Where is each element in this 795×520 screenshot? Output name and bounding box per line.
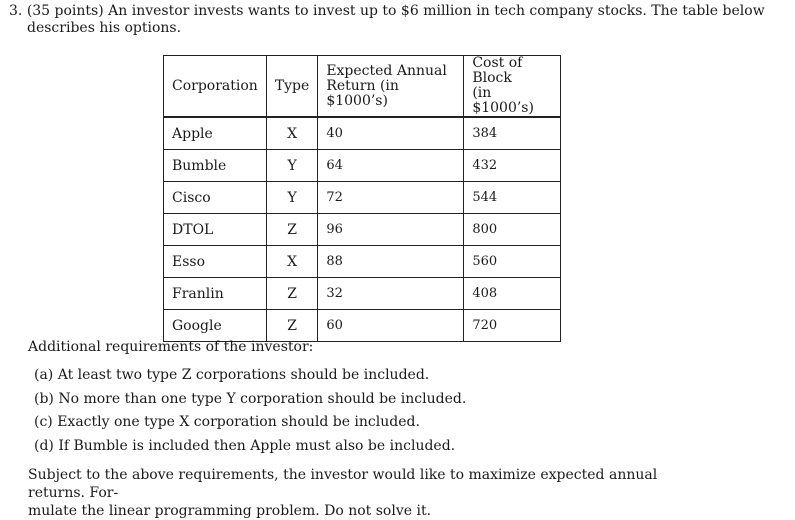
- cell-type: Z: [266, 214, 318, 246]
- cell-return: 60: [318, 310, 464, 342]
- cell-cost: 384: [464, 117, 561, 150]
- table-row: [164, 310, 561, 342]
- header-cost-line1: Cost of Block: [472, 55, 523, 86]
- table-row: [164, 246, 561, 278]
- requirement-item-c: (c) Exactly one type X corporation should be included.: [34, 414, 420, 430]
- cell-type: Y: [266, 182, 318, 214]
- table-header-row: [164, 56, 561, 118]
- requirements-list: [34, 365, 466, 459]
- table-row: [164, 214, 561, 246]
- cell-return: 40: [318, 117, 464, 150]
- cell-cost: 432: [464, 150, 561, 182]
- cell-type: Z: [266, 278, 318, 310]
- problem-intro-line2: describes his options.: [27, 20, 182, 36]
- requirements-heading: Additional requirements of the investor:: [28, 339, 314, 355]
- cell-corporation: Esso: [164, 246, 267, 278]
- header-type: Type: [266, 56, 318, 118]
- cell-corporation: DTOL: [164, 214, 267, 246]
- problem-statement: [9, 3, 779, 37]
- cell-corporation: Franlin: [164, 278, 267, 310]
- closing-line2: mulate the linear programming problem. Do not solve it.: [28, 503, 432, 519]
- requirement-item-b: (b) No more than one type Y corporation should be included.: [34, 390, 467, 407]
- problem-number: 3.: [9, 3, 23, 19]
- cell-type: X: [266, 246, 318, 278]
- cell-corporation: Google: [164, 310, 267, 342]
- cell-return: 96: [318, 214, 464, 246]
- cell-corporation: Bumble: [164, 150, 267, 182]
- cell-cost: 800: [464, 214, 561, 246]
- cell-type: Z: [266, 310, 318, 342]
- cell-corporation: Apple: [164, 117, 267, 150]
- table-row: [164, 182, 561, 214]
- cell-cost: 560: [464, 246, 561, 278]
- cell-cost: 408: [464, 278, 561, 310]
- options-table: [163, 55, 561, 342]
- table-row: [164, 150, 561, 182]
- requirement-item-a: (a) At least two type Z corporations should be included.: [34, 367, 430, 383]
- header-corporation: Corporation: [164, 56, 267, 118]
- header-expected-return: [318, 56, 464, 118]
- cell-return: 72: [318, 182, 464, 214]
- closing-instructions: [28, 466, 708, 520]
- cell-type: Y: [266, 150, 318, 182]
- table-row: [164, 278, 561, 310]
- cell-cost: 544: [464, 182, 561, 214]
- header-return-line2: Return (in $1000’s): [326, 77, 399, 109]
- header-return-line1: Expected Annual: [326, 62, 447, 79]
- cell-return: 32: [318, 278, 464, 310]
- cell-corporation: Cisco: [164, 182, 267, 214]
- cell-return: 64: [318, 150, 464, 182]
- problem-intro-line1: (35 points) An investor invests wants to invest up to $6 million in tech company stocks. The table below: [26, 3, 765, 19]
- requirement-item-d: (d) If Bumble is included then Apple must also be included.: [34, 437, 456, 454]
- cell-cost: 720: [464, 310, 561, 342]
- closing-line1: Subject to the above requirements, the investor would like to maximize expected annual returns. For-: [28, 467, 658, 501]
- header-cost-of-block: [464, 56, 561, 118]
- cell-return: 88: [318, 246, 464, 278]
- header-cost-line2: (in $1000’s): [472, 85, 534, 116]
- cell-type: X: [266, 117, 318, 150]
- table-row: [164, 117, 561, 150]
